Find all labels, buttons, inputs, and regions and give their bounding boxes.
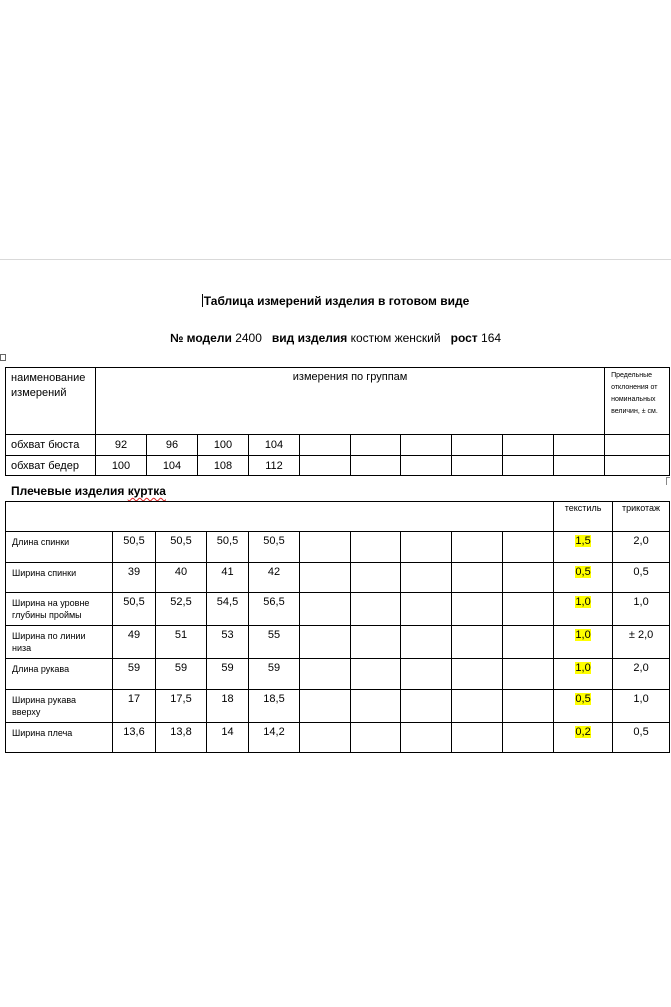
textile-tolerance <box>554 659 613 690</box>
empty-cell <box>351 626 401 659</box>
empty-cell <box>605 456 670 476</box>
measurement-name-header: наименование измерений <box>6 368 96 435</box>
table-row <box>6 626 670 659</box>
empty-cell <box>554 435 605 456</box>
row-label <box>6 626 113 659</box>
empty-cell <box>300 435 351 456</box>
size-value: 50,5 <box>156 532 207 563</box>
empty-cell <box>401 626 452 659</box>
empty-cell <box>452 563 503 593</box>
row-label: обхват бедер <box>6 456 96 476</box>
row-label-text: Ширина по линии низа <box>12 631 86 653</box>
size-value: 59 <box>156 659 207 690</box>
empty-cell <box>300 690 351 723</box>
empty-cell <box>300 532 351 563</box>
size-value: 55 <box>249 626 300 659</box>
empty-cell <box>401 593 452 626</box>
table-row <box>6 690 670 723</box>
size-value: 96 <box>147 435 198 456</box>
empty-cell <box>401 690 452 723</box>
table-row <box>6 723 670 753</box>
jacket-measurements-table <box>5 501 670 753</box>
item-kind-label: вид изделия <box>271 331 348 345</box>
page-divider <box>0 259 671 260</box>
knit-tolerance: ± 2,0 <box>613 626 670 659</box>
item-kind-value: костюм женский <box>350 331 441 345</box>
empty-cell <box>503 563 554 593</box>
row-label: Длина спинки <box>6 532 113 563</box>
size-value: 39 <box>113 563 156 593</box>
empty-cell <box>452 659 503 690</box>
knit-tolerance: 1,0 <box>613 690 670 723</box>
text-cursor <box>202 294 203 307</box>
size-value: 13,6 <box>113 723 156 753</box>
empty-cell <box>300 659 351 690</box>
empty-cell <box>503 723 554 753</box>
measurements-table-body <box>5 367 670 476</box>
size-value: 51 <box>156 626 207 659</box>
size-value: 18 <box>207 690 249 723</box>
empty-cell <box>503 626 554 659</box>
size-value: 14,2 <box>249 723 300 753</box>
highlighted-value: 1,0 <box>575 629 591 641</box>
empty-cell <box>503 593 554 626</box>
textile-tolerance <box>554 532 613 563</box>
empty-cell <box>503 435 554 456</box>
empty-cell <box>503 532 554 563</box>
model-number-value: 2400 <box>235 331 262 345</box>
size-value: 50,5 <box>207 532 249 563</box>
empty-cell <box>401 456 452 476</box>
empty-cell <box>452 456 503 476</box>
size-value: 13,8 <box>156 723 207 753</box>
empty-cell <box>452 723 503 753</box>
size-value: 92 <box>96 435 147 456</box>
size-value: 50,5 <box>249 532 300 563</box>
table-row <box>6 659 670 690</box>
highlighted-value: 0,2 <box>575 726 591 738</box>
empty-cell <box>452 593 503 626</box>
empty-cell <box>452 532 503 563</box>
size-value: 59 <box>207 659 249 690</box>
knit-tolerance: 2,0 <box>613 659 670 690</box>
row-label: Ширина рукава вверху <box>6 690 113 723</box>
size-value: 41 <box>207 563 249 593</box>
textile-tolerance <box>554 723 613 753</box>
row-label: Длина рукава <box>6 659 113 690</box>
size-value: 59 <box>249 659 300 690</box>
empty-cell <box>300 456 351 476</box>
size-value: 108 <box>198 456 249 476</box>
empty-cell <box>351 456 401 476</box>
empty-cell <box>401 659 452 690</box>
highlighted-value: 1,0 <box>575 662 591 674</box>
section-title <box>11 484 166 498</box>
size-value: 50,5 <box>113 593 156 626</box>
empty-cell <box>452 435 503 456</box>
empty-cell <box>351 690 401 723</box>
empty-cell <box>554 456 605 476</box>
empty-header-cell <box>6 502 554 532</box>
size-value: 100 <box>96 456 147 476</box>
row-label: Ширина спинки <box>6 563 113 593</box>
height-value: 164 <box>481 331 502 345</box>
section-title-prefix: Плечевые изделия <box>11 484 125 498</box>
size-value: 49 <box>113 626 156 659</box>
empty-cell <box>401 532 452 563</box>
table-row <box>6 532 670 563</box>
empty-cell <box>401 723 452 753</box>
empty-cell <box>300 563 351 593</box>
size-value: 50,5 <box>113 532 156 563</box>
row-label: Ширина на уровне глубины проймы <box>6 593 113 626</box>
section-title-word: куртка <box>127 484 166 498</box>
empty-cell <box>503 456 554 476</box>
size-value: 52,5 <box>156 593 207 626</box>
textile-tolerance <box>554 626 613 659</box>
knitwear-header: трикотаж <box>613 502 670 532</box>
knit-tolerance: 1,0 <box>613 593 670 626</box>
size-value: 104 <box>147 456 198 476</box>
empty-cell <box>300 593 351 626</box>
empty-cell <box>351 659 401 690</box>
textile-tolerance <box>554 690 613 723</box>
row-label: Ширина плеча <box>6 723 113 753</box>
size-value: 100 <box>198 435 249 456</box>
highlighted-value: 1,0 <box>575 596 591 608</box>
empty-cell <box>503 659 554 690</box>
textile-header: текстиль <box>554 502 613 532</box>
size-value: 54,5 <box>207 593 249 626</box>
size-value: 42 <box>249 563 300 593</box>
table-row <box>6 563 670 593</box>
empty-cell <box>605 435 670 456</box>
table-row <box>6 435 670 456</box>
size-value: 104 <box>249 435 300 456</box>
size-value: 18,5 <box>249 690 300 723</box>
size-value: 112 <box>249 456 300 476</box>
size-value: 14 <box>207 723 249 753</box>
deviation-header: Предельные отклонения от номинальных величин, ± см. <box>605 368 670 435</box>
model-number-label: № модели <box>169 331 232 345</box>
empty-cell <box>300 626 351 659</box>
page-edge-mark <box>666 477 670 485</box>
empty-cell <box>351 723 401 753</box>
table-move-handle[interactable] <box>0 354 6 361</box>
empty-cell <box>452 626 503 659</box>
textile-tolerance <box>554 563 613 593</box>
size-value: 40 <box>156 563 207 593</box>
empty-cell <box>351 532 401 563</box>
knit-tolerance: 0,5 <box>613 563 670 593</box>
empty-cell <box>351 593 401 626</box>
empty-cell <box>300 723 351 753</box>
empty-cell <box>503 690 554 723</box>
empty-cell <box>401 435 452 456</box>
height-label: рост <box>450 331 478 345</box>
table-row <box>6 456 670 476</box>
empty-cell <box>351 563 401 593</box>
document-title <box>0 294 671 308</box>
size-groups-header: измерения по группам <box>96 368 605 435</box>
textile-tolerance <box>554 593 613 626</box>
knit-tolerance: 2,0 <box>613 532 670 563</box>
highlighted-value: 0,5 <box>575 566 591 578</box>
size-value: 17,5 <box>156 690 207 723</box>
highlighted-value: 1,5 <box>575 535 591 547</box>
highlighted-value: 0,5 <box>575 693 591 705</box>
knit-tolerance: 0,5 <box>613 723 670 753</box>
empty-cell <box>401 563 452 593</box>
size-value: 59 <box>113 659 156 690</box>
size-value: 56,5 <box>249 593 300 626</box>
document-title-text: Таблица измерений изделия в готовом виде <box>203 294 470 308</box>
model-info-line <box>0 331 671 345</box>
row-label: обхват бюста <box>6 435 96 456</box>
empty-cell <box>452 690 503 723</box>
size-value: 17 <box>113 690 156 723</box>
size-value: 53 <box>207 626 249 659</box>
table-row <box>6 593 670 626</box>
empty-cell <box>351 435 401 456</box>
